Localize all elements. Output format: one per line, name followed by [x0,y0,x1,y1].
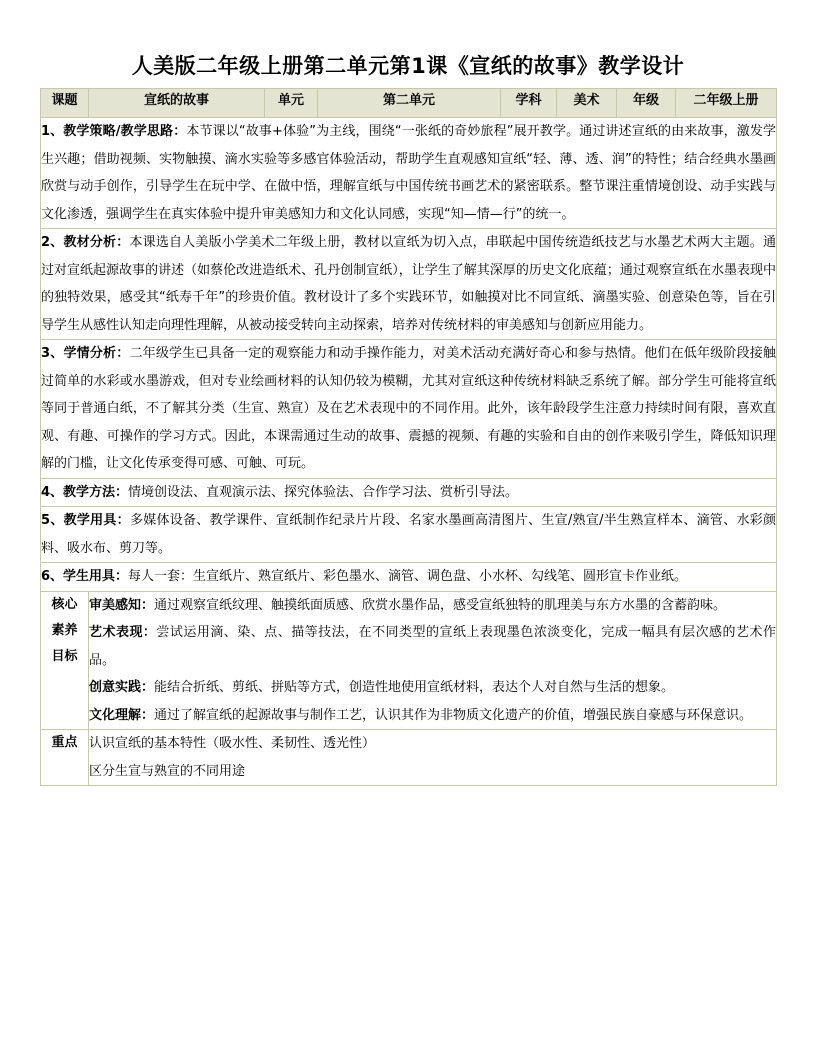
section-teaching-methods [41,478,777,507]
section-teaching-tools [41,507,777,563]
key-point-2: 区分生宣与熟宣的不同用途 [89,763,246,779]
page-title: 人美版二年级上册第二单元第1课《宣纸的故事》教学设计 [131,54,685,78]
section-text: 二年级学生已具备一定的观察能力和动手操作能力，对美术活动充满好奇心和参与热情。他们在低年级阶段接触过简单的水彩或水墨游戏，但对专业绘画材料的认知仍较为模糊，尤其对宣纸这种传统材料缺乏系统了解。部分学生可能将宣纸等同于普通白纸，不了解其分类（生宣、熟宣）及在艺术表现中的不同作用。此外，该年龄段学生注意力持续时间有限，喜欢直观、有趣、可操作的学习方式。因此，本课需通过生动的故事、震撼的视频、有趣的实验和自由的创作来吸引学生，降低知识理解的门槛，让文化传承变得可感、可触、可玩。 [41,346,776,471]
section-text: 本节课以“故事+体验”为主线，围绕“一张纸的奇妙旅程”展开教学。通过讲述宣纸的由来故事，激发学生兴趣；借助视频、实物触摸、滴水实验等多感官体验活动，帮助学生直观感知宣纸“轻、薄、透、润”的特性；结合经典水墨画欣赏与动手创作，引导学生在玩中学、在做中悟，理解宣纸与中国传统书画艺术的紧密联系。整节课注重情境创设、动手实践与文化渗透，强调学生在真实体验中提升审美感知力和文化认同感，实现“知—情—行”的统一。 [41,124,776,222]
goal-cultural-understanding: 文化理解：通过了解宣纸的起源故事与制作工艺，认识其作为非物质文化遗产的价值，增强民族自豪感与环保意识。 [89,707,753,723]
course-value: 宣纸的故事 [89,89,265,118]
section-text: 多媒体设备、教学课件、宣纸制作纪录片片段、名家水墨画高清图片、生宣/熟宣/半生熟宣样本、滴管、水彩颜料、吸水布、剪刀等。 [41,513,777,556]
section-student-tools [41,563,777,592]
section-teaching-strategy [41,118,777,229]
section-label: 1、教学策略/教学思路： [41,124,187,139]
key-points-label: 重点 [41,730,89,786]
course-label: 课题 [41,89,89,118]
subject-label: 学科 [501,89,557,118]
section-text: 每人一套：生宣纸片、熟宣纸片、彩色墨水、滴管、调色盘、小水杯、勾线笔、圆形宣卡作业纸。 [128,569,688,584]
section-label: 4、教学方法： [41,484,129,500]
key-points-content [89,730,777,786]
section-student-analysis [41,340,777,479]
section-text: 情境创设法、直观演示法、探究体验法、合作学习法、赏析引导法。 [128,484,519,500]
goal-artistic-expression: 艺术表现：尝试运用滴、染、点、描等技法，在不同类型的宣纸上表现墨色浓淡变化，完成一幅具有层次感的艺术作品。 [89,625,776,668]
lesson-plan-table [40,88,777,786]
core-literacy-label: 核心素养目标 [41,591,89,730]
section-label: 5、教学用具： [41,513,130,528]
core-literacy-row [41,591,777,730]
unit-label: 单元 [265,89,318,118]
core-literacy-goals [89,591,777,730]
key-points-row [41,730,777,786]
section-textbook-analysis [41,229,777,340]
key-point-1: 认识宣纸的基本特性（吸水性、柔韧性、透光性） [89,736,376,751]
goal-aesthetic: 审美感知：通过观察宣纸纹理、触摸纸面质感、欣赏水墨作品，感受宣纸独特的肌理美与东方水墨的含蓄韵味。 [89,597,727,613]
header-row [41,89,777,118]
subject-value: 美术 [557,89,617,118]
goal-creative-practice: 创意实践：能结合折纸、剪纸、拼贴等方式，创造性地使用宣纸材料，表达个人对自然与生活的想象。 [89,680,675,695]
section-label: 2、教材分析： [41,235,130,250]
unit-value: 第二单元 [318,89,501,118]
section-text: 本课选自人美版小学美术二年级上册，教材以宣纸为切入点，串联起中国传统造纸技艺与水墨艺术两大主题。通过对宣纸起源故事的讲述（如蔡伦改进造纸术、孔丹创制宣纸），让学生了解其深厚的历史文化底蕴；通过观察宣纸在水墨表现中的独特效果，感受其“纸寿千年”的珍贵价值。教材设计了多个实践环节，如触摸对比不同宣纸、滴墨实验、创意染色等，旨在引导学生从感性认知走向理性理解，从被动接受转向主动探索，培养对传统材料的审美感知与创新应用能力。 [41,235,776,333]
section-label: 3、学情分析： [41,346,130,361]
section-label: 6、学生用具： [41,569,129,584]
grade-label: 年级 [617,89,676,118]
grade-value: 二年级上册 [676,89,777,118]
